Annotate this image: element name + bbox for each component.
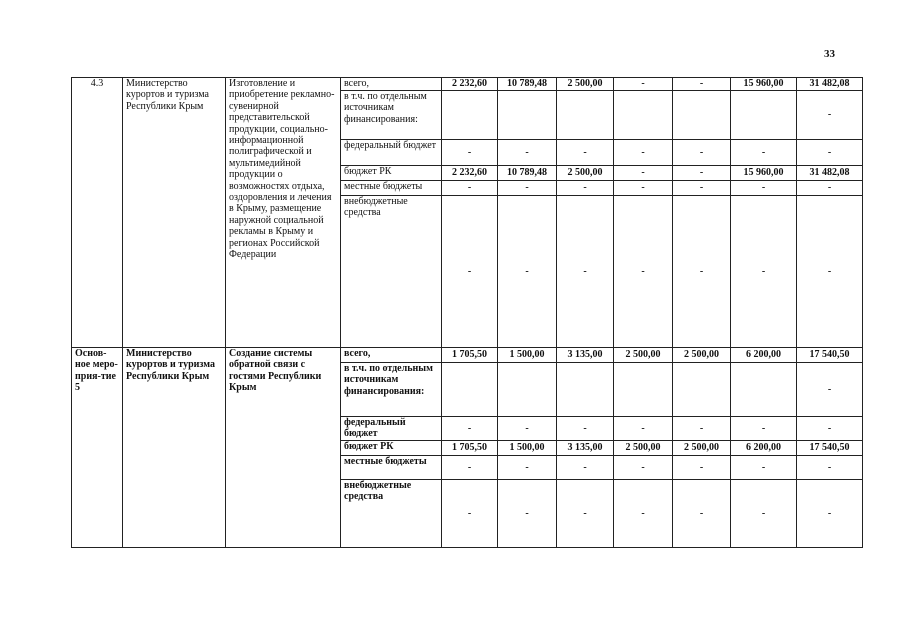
amount-cell: -	[557, 479, 614, 547]
amount-cell: -	[614, 140, 673, 166]
amount-cell: -	[731, 455, 797, 479]
financing-table	[71, 77, 863, 548]
source-label: всего,	[341, 348, 442, 363]
amount-cell	[498, 363, 557, 417]
amount-cell	[498, 91, 557, 140]
source-label: федеральный бюджет	[341, 140, 442, 166]
amount-cell: -	[673, 417, 731, 441]
amount-cell: -	[498, 455, 557, 479]
source-label: всего,	[341, 78, 442, 91]
amount-cell: 15 960,00	[731, 166, 797, 181]
amount-cell	[673, 363, 731, 417]
amount-cell	[442, 363, 498, 417]
row-number: 4.3	[72, 78, 123, 348]
amount-cell: 31 482,08	[797, 166, 863, 181]
amount-cell: -	[614, 479, 673, 547]
amount-cell: 10 789,48	[498, 166, 557, 181]
amount-cell: -	[673, 166, 731, 181]
amount-cell: -	[673, 140, 731, 166]
amount-cell: -	[731, 140, 797, 166]
amount-cell: -	[797, 140, 863, 166]
source-label: местные бюджеты	[341, 181, 442, 196]
amount-cell: 17 540,50	[797, 348, 863, 363]
page-number: 33	[824, 48, 835, 60]
source-label: бюджет РК	[341, 166, 442, 181]
amount-cell: -	[797, 363, 863, 417]
amount-cell: 2 232,60	[442, 166, 498, 181]
table-body	[72, 78, 863, 548]
source-label: местные бюджеты	[341, 455, 442, 479]
source-label: в т.ч. по отдельным источникам финансирования:	[341, 363, 442, 417]
amount-cell: 6 200,00	[731, 348, 797, 363]
amount-cell: -	[498, 181, 557, 196]
amount-cell: 2 500,00	[614, 440, 673, 455]
amount-cell: -	[498, 479, 557, 547]
source-label: федеральный бюджет	[341, 417, 442, 441]
table-row	[72, 78, 863, 91]
amount-cell: -	[557, 140, 614, 166]
amount-cell: -	[614, 181, 673, 196]
source-label: внебюджетные средства	[341, 479, 442, 547]
amount-cell: -	[498, 417, 557, 441]
amount-cell: -	[442, 140, 498, 166]
amount-cell: -	[442, 181, 498, 196]
source-label: бюджет РК	[341, 440, 442, 455]
row-number: Основ-ное меро-прия-тие 5	[72, 348, 123, 548]
amount-cell: -	[614, 417, 673, 441]
measure-cell: Изготовление и приобретение рекламно-сувенирной представительской продукции, социально-информационной полиграфической и мультимедийной продукции о возможностях отдыха, оздоровления и лечения в Крыму, размещение наружной социальной рекламы в Крыму и регионах Российской Федерации	[226, 78, 341, 348]
amount-cell: 2 232,60	[442, 78, 498, 91]
amount-cell: 2 500,00	[673, 440, 731, 455]
amount-cell: 1 500,00	[498, 348, 557, 363]
amount-cell: -	[557, 455, 614, 479]
amount-cell: 31 482,08	[797, 78, 863, 91]
executor-cell: Министерство курортов и туризма Республики Крым	[123, 78, 226, 348]
amount-cell: -	[557, 181, 614, 196]
amount-cell: -	[557, 417, 614, 441]
amount-cell	[673, 91, 731, 140]
amount-cell: 3 135,00	[557, 440, 614, 455]
amount-cell: 2 500,00	[557, 166, 614, 181]
amount-cell: -	[557, 196, 614, 348]
amount-cell: 17 540,50	[797, 440, 863, 455]
table-row	[72, 348, 863, 363]
source-label: в т.ч. по отдельным источникам финансирования:	[341, 91, 442, 140]
amount-cell: -	[673, 181, 731, 196]
amount-cell: -	[614, 78, 673, 91]
amount-cell	[731, 363, 797, 417]
amount-cell: -	[731, 417, 797, 441]
amount-cell: -	[614, 196, 673, 348]
amount-cell: -	[797, 455, 863, 479]
amount-cell: -	[442, 417, 498, 441]
amount-cell: -	[673, 479, 731, 547]
amount-cell: -	[498, 196, 557, 348]
amount-cell	[614, 91, 673, 140]
amount-cell	[557, 91, 614, 140]
amount-cell: -	[673, 78, 731, 91]
amount-cell: -	[442, 455, 498, 479]
amount-cell: 1 705,50	[442, 440, 498, 455]
amount-cell: 10 789,48	[498, 78, 557, 91]
measure-cell: Создание системы обратной связи с гостями Республики Крым	[226, 348, 341, 548]
amount-cell: -	[614, 166, 673, 181]
amount-cell: -	[797, 479, 863, 547]
amount-cell: 2 500,00	[557, 78, 614, 91]
executor-cell: Министерство курортов и туризма Республики Крым	[123, 348, 226, 548]
source-label: внебюджетные средства	[341, 196, 442, 348]
amount-cell: -	[797, 181, 863, 196]
amount-cell: -	[731, 196, 797, 348]
amount-cell: -	[498, 140, 557, 166]
amount-cell: -	[797, 196, 863, 348]
amount-cell: 15 960,00	[731, 78, 797, 91]
amount-cell: -	[731, 181, 797, 196]
amount-cell: 6 200,00	[731, 440, 797, 455]
amount-cell	[731, 91, 797, 140]
amount-cell	[557, 363, 614, 417]
amount-cell: -	[442, 196, 498, 348]
amount-cell: -	[797, 417, 863, 441]
amount-cell: -	[731, 479, 797, 547]
amount-cell: 1 705,50	[442, 348, 498, 363]
amount-cell	[614, 363, 673, 417]
amount-cell: -	[614, 455, 673, 479]
amount-cell	[442, 91, 498, 140]
amount-cell: -	[673, 455, 731, 479]
amount-cell: -	[673, 196, 731, 348]
amount-cell: -	[442, 479, 498, 547]
amount-cell: 1 500,00	[498, 440, 557, 455]
amount-cell: 2 500,00	[673, 348, 731, 363]
amount-cell: 2 500,00	[614, 348, 673, 363]
amount-cell: -	[797, 91, 863, 140]
amount-cell: 3 135,00	[557, 348, 614, 363]
